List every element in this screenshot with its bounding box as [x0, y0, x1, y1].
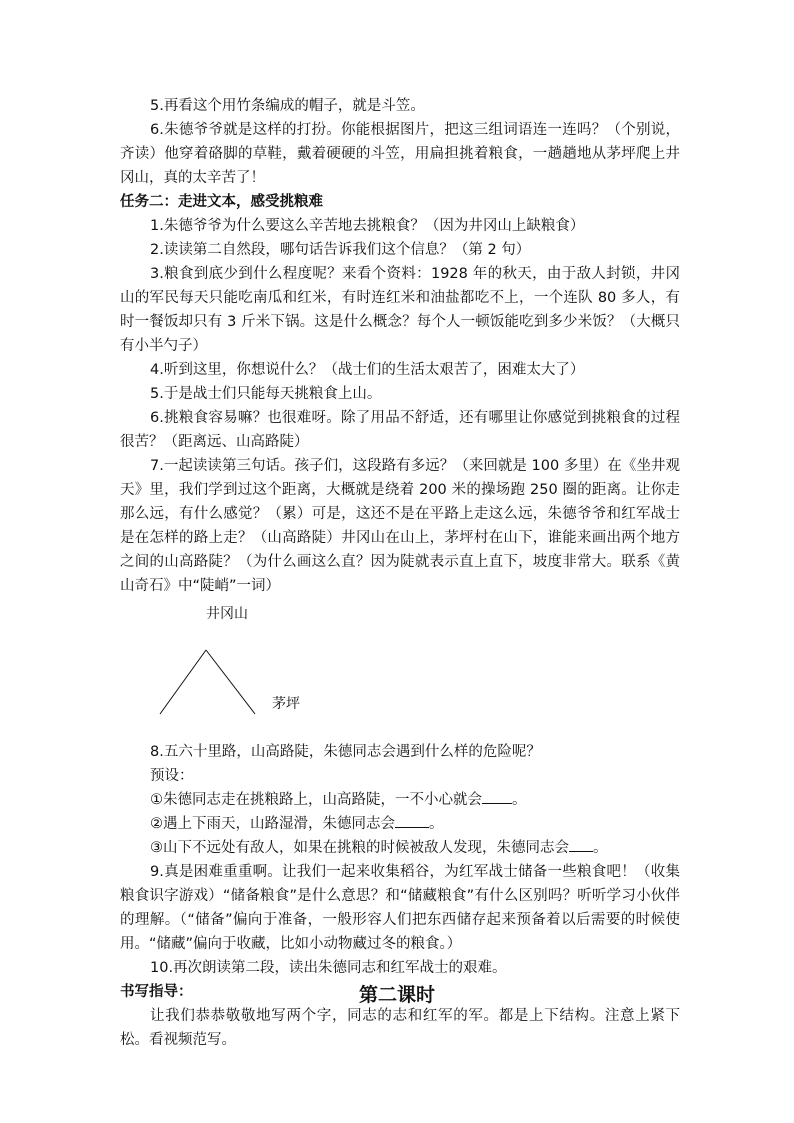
text-line: 9.真是困难重重啊。让我们一起来收集稻谷，为红军战士储备一些粮食吧！（收集粮食识字游戏）“储备粮食”是什么意思？和“储藏粮食”有什么区别吗？听听学习小伙伴的理解。（“储备”偏向于准备，一般形容人们把东西储存起来预备着以后需要的时候使用。“储藏”偏向于收藏，比如小动物藏过冬的粮食。）	[120, 864, 680, 952]
text-line: 3.粮食到底少到什么程度呢？来看个资料：1928 年的秋天，由于敌人封锁，井冈山的军民每天只能吃南瓜和红米，有时连红米和油盐都吃不上，一个连队 80 多人，有时一餐饭却只有 3 斤米下锅。这是什么概念？每个人一顿饭能吃到多少米饭？（大概只有小半勺子）	[120, 266, 680, 354]
text-line: 让我们恭恭敬敬地写两个字，同志的志和红军的军。都是上下结构。注意上紧下松。看视频范写。	[120, 1008, 680, 1048]
diagram-label-maoping: 茅坪	[272, 696, 300, 712]
text-line: 5.于是战士们只能每天挑粮食上山。	[150, 386, 382, 402]
punctuation: 。	[512, 792, 527, 808]
text-line: 8.五六十里路，山高路陡，朱德同志会遇到什么样的危险呢？	[150, 744, 541, 760]
text-line: 7.一起读读第三句话。孩子们，这段路有多远？（来回就是 100 多里）在《坐井观天》里，我们学到过这个距离，大概就是绕着 200 米的操场跑 250 圈的距离。让你走那么远，有什么感觉？（累）可是，这还不是在平路上走这么远，朱德爷爷和红军战士是在怎样的路上走？（山高路陡）井冈山在山上，茅坪村在山下，谁能来画出两个地方之间的山高路陡？（为什么画这么直？因为陡就表示直上直下，坡度非常大。联系《黄山奇石》中“陡峭”一词）	[120, 458, 680, 594]
option-text: ②遇上下雨天，山路湿滑，朱德同志会	[150, 816, 395, 832]
text-line: 6.朱德爷爷就是这样的打扮。你能根据图片，把这三组词语连一连吗？（个别说，齐读）他穿着硌脚的草鞋，戴着硬硬的斗笠，用扁担挑着粮食，一趟趟地从茅坪爬上井冈山，真的太辛苦了！	[120, 122, 680, 186]
option-text: ①朱德同志走在挑粮路上，山高路陡，一不小心就会	[150, 792, 482, 808]
text-line: 5.再看这个用竹条编成的帽子，就是斗笠。	[150, 98, 425, 114]
text-line: 1.朱德爷爷为什么要这么辛苦地去挑粮食？（因为井冈山上缺粮食）	[150, 218, 585, 234]
fill-blank	[569, 837, 593, 852]
option-line-1	[120, 788, 680, 812]
diagram-label-jinggangshan: 井冈山	[206, 606, 248, 622]
option-text: ③山下不远处有敌人，如果在挑粮的时候被敌人发现，朱德同志会	[150, 840, 569, 856]
section-heading-writing: 书写指导：	[120, 984, 193, 1000]
lesson-title: 第二课时	[358, 984, 435, 1006]
slope-left	[160, 650, 206, 714]
mountain-diagram	[120, 604, 680, 726]
punctuation: 。	[593, 840, 608, 856]
fill-blank	[395, 813, 429, 828]
slope-right	[206, 650, 255, 714]
text-line: 10.再次朗读第二段，读出朱德同志和红军战士的艰难。	[150, 960, 507, 976]
fill-blank	[482, 789, 512, 804]
document-body	[120, 94, 680, 1052]
option-line-3	[120, 836, 680, 860]
option-line-2	[120, 812, 680, 836]
preset-label: 预设：	[150, 768, 194, 784]
text-line: 2.读读第二自然段，哪句话告诉我们这个信息？（第 2 句）	[150, 242, 531, 258]
punctuation: 。	[429, 816, 444, 832]
text-line: 6.挑粮食容易嘛？也很难呀。除了用品不舒适，还有哪里让你感觉到挑粮食的过程很苦？（距离远、山高路陡）	[120, 410, 680, 450]
section-heading-task2: 任务二：走进文本，感受挑粮难	[120, 194, 323, 210]
text-line: 4.听到这里，你想说什么？（战士们的生活太艰苦了，困难太大了）	[150, 362, 585, 378]
